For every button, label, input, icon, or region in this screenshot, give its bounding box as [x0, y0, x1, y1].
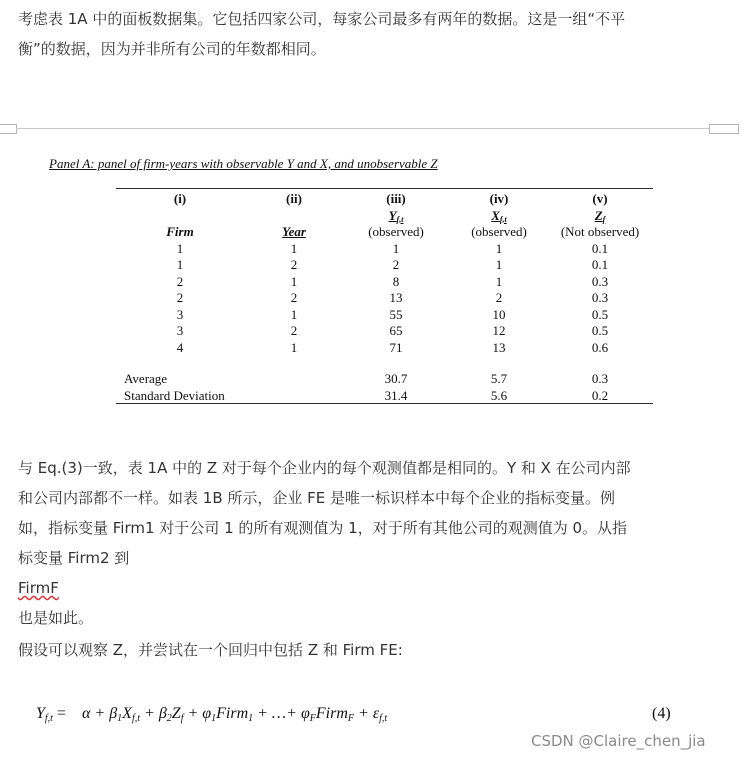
header-x: $X_{f,t}$	[491, 207, 507, 224]
assumption-paragraph	[18, 635, 718, 665]
table-cell: 65	[389, 323, 403, 338]
table-cell: 55	[389, 306, 403, 322]
header-z: $Z_f$	[594, 207, 606, 224]
table-bottom-rule	[116, 403, 653, 404]
table-cell: 4	[176, 339, 184, 355]
table-cell: 1	[290, 339, 298, 355]
average-z: 0.3	[591, 371, 609, 386]
column-year	[266, 191, 322, 356]
regression-equation: $Y_{f,t}$ = $\alpha + \beta_1X_{f,t} + \beta_2Z_f$ + $\varphi_1Firm_1$ + …+ $\varphi_FFirm_F + \varepsilon_{f,t}$	[36, 705, 388, 724]
table-cell: 2	[290, 257, 298, 272]
spellcheck-word[interactable]: FirmF	[18, 579, 59, 597]
table-cell: 0.1	[591, 240, 609, 256]
stats-y	[358, 371, 434, 404]
table-cell: 0.3	[591, 290, 609, 305]
table-cell: 1	[495, 240, 503, 256]
col-number: (v)	[592, 191, 608, 206]
text-line: 考虑表 1A 中的面板数据集。它包括四家公司，每家公司最多有两年的数据。这是一组“不平	[18, 10, 626, 28]
watermark: CSDN @Claire_chen_jia	[531, 732, 706, 750]
text-line: 如，指标变量 Firm1 对于公司 1 的所有观测值为 1，对于所有其他公司的观测值为 0。从指	[18, 519, 628, 537]
column-firm	[150, 191, 210, 356]
sd-x: 5.6	[490, 387, 508, 403]
table-cell: 10	[492, 306, 506, 322]
col-number: (iv)	[489, 191, 509, 206]
text-line: 标变量 Firm2 到 FirmF 也是如此。	[18, 543, 718, 633]
average-y: 30.7	[384, 371, 408, 386]
table-cell: 1	[290, 306, 298, 322]
table-cell: 1	[495, 257, 503, 272]
table-cell: 12	[492, 323, 506, 338]
table-cell: 1	[176, 240, 184, 256]
text-line: 衡”的数据，因为并非所有公司的年数都相同。	[18, 40, 326, 58]
intro-paragraph	[18, 4, 718, 64]
header-not-observed: (Not observed)	[560, 224, 640, 239]
column-z	[550, 191, 650, 356]
table-cell: 8	[392, 273, 400, 289]
page-corner-mark	[0, 124, 17, 134]
average-label: Average	[124, 371, 168, 386]
explanation-paragraph	[18, 453, 718, 633]
text-line: 和公司内部都不一样。如表 1B 所示，企业 FE 是唯一标识样本中每个企业的指标变量。例	[18, 489, 616, 507]
sd-label: Standard Deviation	[124, 387, 225, 403]
equation-number: (4)	[652, 705, 671, 722]
sd-z: 0.2	[591, 387, 609, 403]
page-break-line	[16, 128, 709, 129]
table-cell: 13	[492, 339, 506, 355]
header-observed: (observed)	[471, 224, 527, 239]
header-year: Year	[282, 224, 306, 239]
table-cell: 0.6	[591, 339, 609, 355]
table-cell: 0.5	[591, 306, 609, 322]
table-cell: 2	[290, 290, 298, 305]
panel-title: Panel A: panel of firm-years with observable Y and X, and unobservable Z	[49, 156, 438, 171]
table-cell: 1	[290, 273, 298, 289]
table-cell: 2	[176, 290, 184, 305]
table-cell: 13	[389, 290, 403, 305]
table-cell: 71	[389, 339, 403, 355]
table-cell: 2	[290, 323, 298, 338]
table-cell: 3	[176, 323, 184, 338]
col-number: (ii)	[286, 191, 302, 206]
table-cell: 3	[176, 306, 184, 322]
table-top-rule	[116, 188, 653, 189]
average-x: 5.7	[490, 371, 508, 386]
table-cell: 2	[392, 257, 400, 272]
table-1a-figure	[0, 150, 749, 410]
table-cell: 0.3	[591, 273, 609, 289]
table-cell: 0.5	[591, 323, 609, 338]
text-line: 与 Eq.(3)一致，表 1A 中的 Z 对于每个企业内的每个观测值都是相同的。Y 和 X 在公司内部	[18, 459, 631, 477]
stat-labels	[124, 371, 225, 404]
table-cell: 2	[176, 273, 184, 289]
header-observed: (observed)	[368, 224, 424, 239]
stats-x	[460, 371, 538, 404]
table-cell: 2	[495, 290, 503, 305]
sd-y: 31.4	[384, 387, 408, 403]
col-number: (iii)	[386, 191, 406, 206]
table-cell: 1	[290, 240, 298, 256]
stats-z	[550, 371, 650, 404]
column-y	[358, 191, 434, 356]
page-break	[0, 124, 749, 134]
table-cell: 1	[392, 240, 400, 256]
page-corner-mark	[709, 124, 739, 134]
text-line: 假设可以观察 Z，并尝试在一个回归中包括 Z 和 Firm FE:	[18, 641, 403, 659]
column-x	[460, 191, 538, 356]
table-cell: 0.1	[591, 257, 609, 272]
col-number: (i)	[173, 191, 187, 206]
table-cell: 1	[176, 257, 184, 272]
header-y: $Y_{f,t}$	[388, 207, 404, 224]
header-firm: Firm	[166, 224, 194, 239]
table-cell: 1	[495, 273, 503, 289]
